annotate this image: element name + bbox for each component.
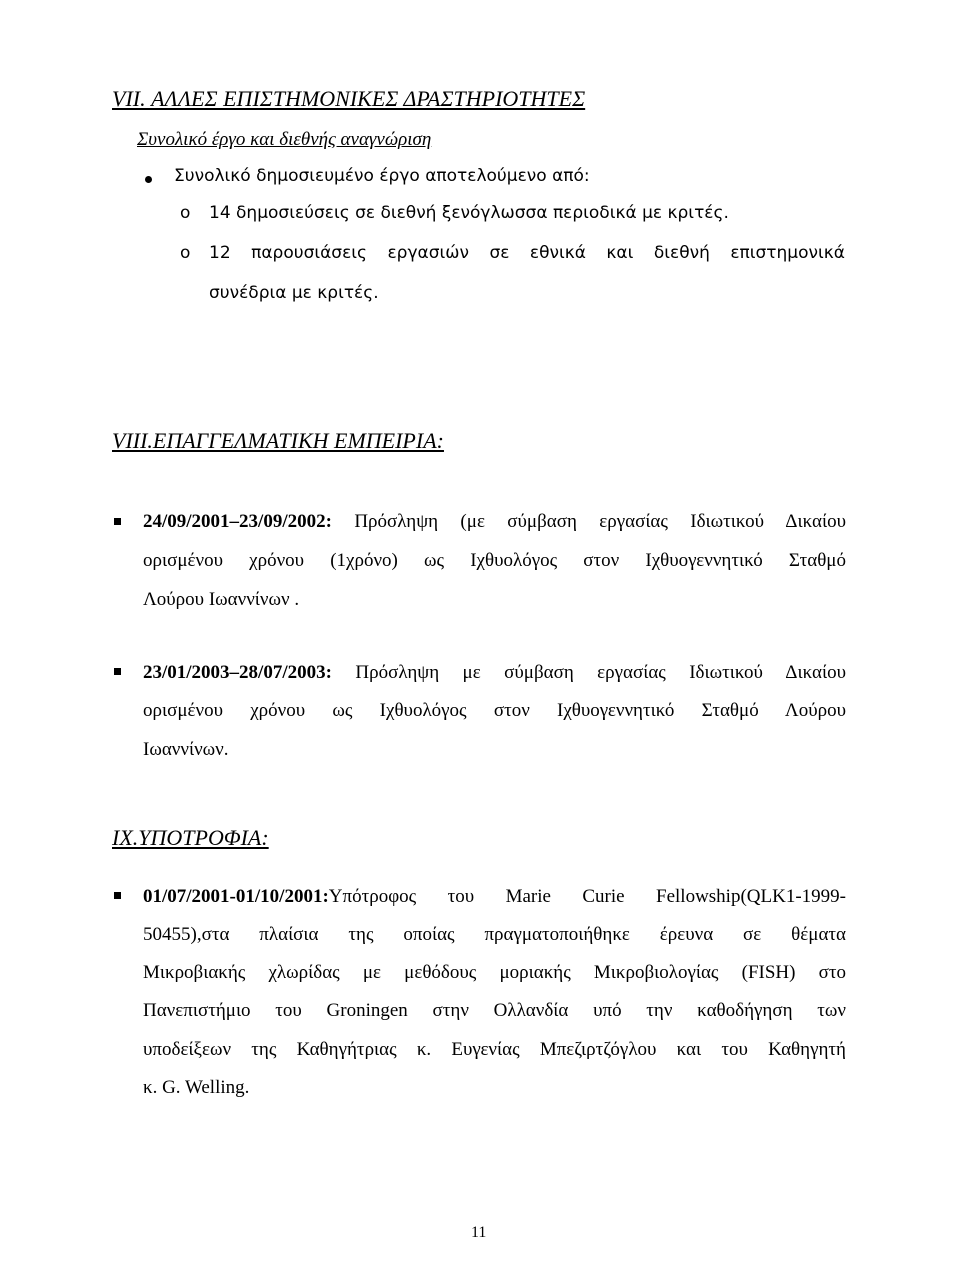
- employment-entry-1-line-2: ορισμένου χρόνου (1χρόνο) ως Ιχθυολόγος στον Ιχθυογεννητικό Σταθμό: [143, 550, 846, 571]
- scholarship-line-2: 50455),στα πλαίσια της οποίας πραγματοποιήθηκε έρευνα σε θέματα: [143, 924, 846, 945]
- employment-entry-2-text: Πρόσληψη με σύμβαση εργασίας Ιδιωτικού Δικαίου: [355, 662, 847, 683]
- section-7-bullet: Συνολικό δημοσιευμένο έργο αποτελούμενο από:: [174, 166, 590, 186]
- employment-entry-2-line-2: ορισμένου χρόνου ως Ιχθυολόγος στον Ιχθυογεννητικό Σταθμό Λούρου: [143, 700, 846, 721]
- employment-entry-1-dates: 24/09/2001–23/09/2002:: [143, 511, 332, 532]
- sub-bullet-marker: o: [180, 203, 191, 223]
- employment-entry-2-line-1: [143, 662, 846, 684]
- scholarship-line-4: Πανεπιστήμιο του Groningen στην Ολλανδία υπό την καθοδήγηση των: [143, 1000, 846, 1021]
- square-bullet-icon: [114, 668, 121, 675]
- employment-entry-2-dates: 23/01/2003–28/07/2003:: [143, 662, 332, 683]
- sub-bullet-marker: o: [180, 243, 191, 263]
- bullet-dot-icon: [145, 176, 152, 183]
- sub-item-presentations: 12 παρουσιάσεις εργασιών σε εθνικά και διεθνή επιστημονικά: [209, 243, 845, 263]
- scholarship-dates: 01/07/2001-01/10/2001:: [143, 886, 329, 907]
- section-9-heading: IX.ΥΠΟΤΡΟΦΙΑ:: [112, 825, 269, 850]
- scholarship-text: Υπότροφος του Marie Curie Fellowship(QLK1-1999-: [328, 886, 846, 907]
- section-8-heading: VIII.ΕΠΑΓΓΕΛΜΑΤΙΚΗ ΕΜΠΕΙΡΙΑ:: [112, 428, 444, 453]
- employment-entry-1-line-3: Λούρου Ιωαννίνων .: [143, 589, 300, 610]
- section-7-subheading: Συνολικό έργο και διεθνής αναγνώριση: [137, 129, 432, 150]
- employment-entry-1-text: Πρόσληψη (με σύμβαση εργασίας Ιδιωτικού Δικαίου: [354, 511, 846, 532]
- scholarship-line-1: [143, 886, 846, 908]
- employment-entry-2-line-3: Ιωαννίνων.: [143, 739, 229, 760]
- scholarship-line-5: υποδείξεων της Καθηγήτριας κ. Ευγενίας Μπεζιρτζόγλου και του Καθηγητή: [143, 1039, 846, 1060]
- sub-item-presentations-cont: συνέδρια με κριτές.: [209, 283, 379, 303]
- sub-item-publications: 14 δημοσιεύσεις σε διεθνή ξενόγλωσσα περιοδικά με κριτές.: [209, 203, 729, 223]
- section-7-heading: VII. ΑΛΛΕΣ ΕΠΙΣΤΗΜΟΝΙΚΕΣ ΔΡΑΣΤΗΡΙΟΤΗΤΕΣ: [112, 86, 586, 111]
- scholarship-line-6: κ. G. Welling.: [143, 1077, 250, 1098]
- page-number: 11: [471, 1224, 487, 1241]
- employment-entry-1-line-1: [143, 511, 846, 533]
- square-bullet-icon: [114, 892, 121, 899]
- scholarship-line-3: Μικροβιακής χλωρίδας με μεθόδους μοριακής Μικροβιολογίας (FISH) στο: [143, 962, 846, 983]
- square-bullet-icon: [114, 518, 121, 525]
